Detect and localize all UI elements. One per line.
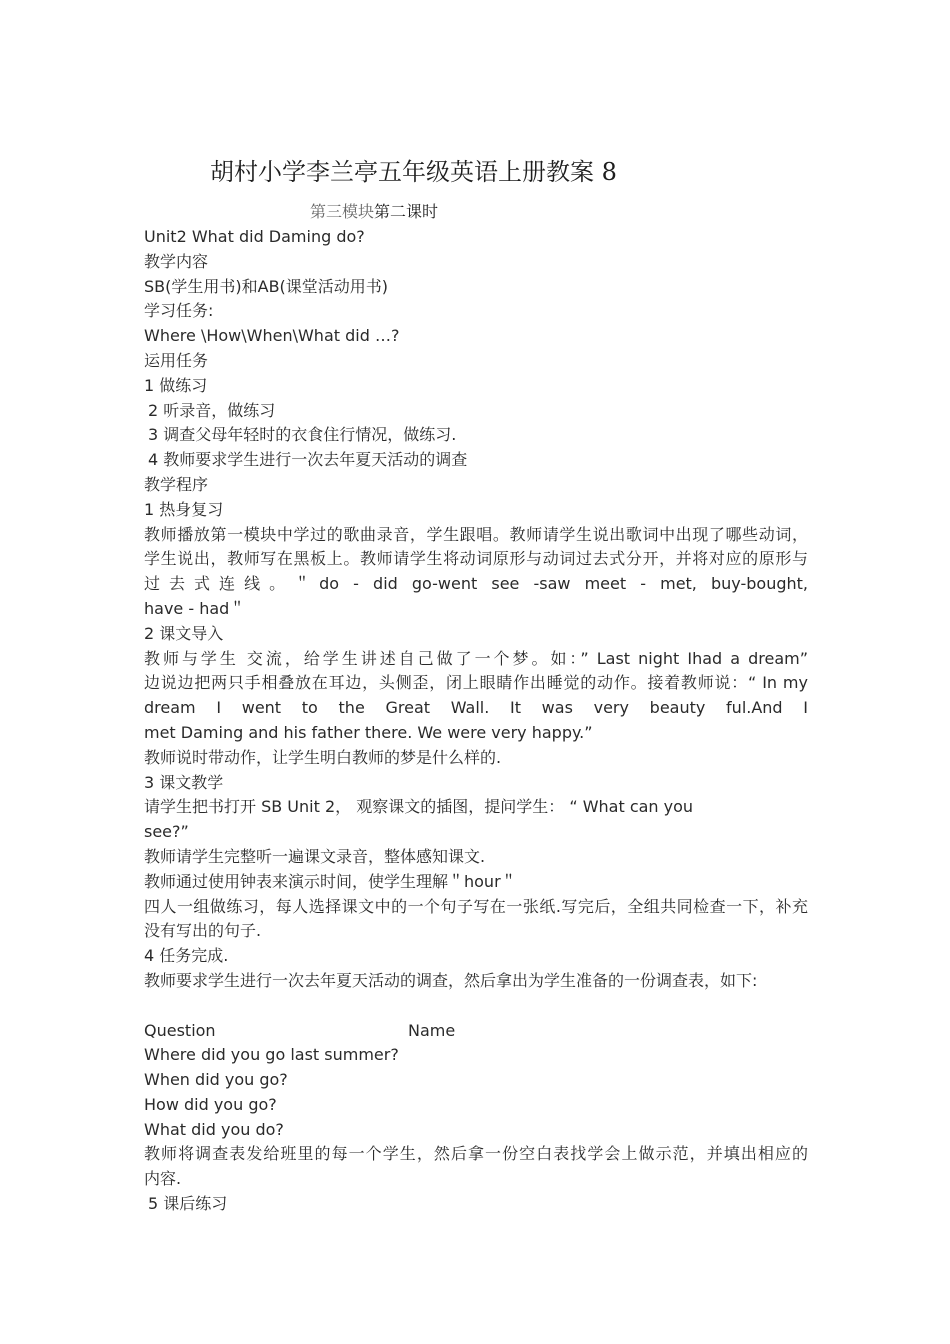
section-heading-tasks: 学习任务: bbox=[144, 301, 214, 321]
task-paragraph-line: 教师要求学生进行一次去年夏天活动的调查，然后拿出为学生准备的一份调查表，如下: bbox=[144, 970, 758, 990]
intro-paragraph-line: 边说边把两只手相叠放在耳边，头侧歪，闭上眼睛作出睡觉的动作。接着教师说：“ In my bbox=[144, 673, 808, 693]
teaching-paragraph-line: 教师通过使用钟表来演示时间，使学生理解＂hour＂ bbox=[144, 871, 517, 891]
teaching-paragraph-line: 教师请学生完整听一遍课文录音，整体感知课文. bbox=[144, 846, 486, 866]
section-heading-procedure: 教学程序 bbox=[144, 474, 209, 494]
survey-question-item: Where did you go last summer? bbox=[144, 1045, 399, 1065]
warmup-paragraph-line: 过去式连线。＂do - did go-went see -saw meet - met, buy-bought, bbox=[144, 574, 808, 594]
survey-header-row bbox=[144, 1019, 808, 1044]
section-heading-content: 教学内容 bbox=[144, 251, 209, 271]
survey-question-item: What did you do? bbox=[144, 1119, 284, 1139]
document-body bbox=[144, 225, 808, 1217]
books-line: SB(学生用书)和AB(课堂活动用书) bbox=[144, 276, 389, 296]
teaching-paragraph-line: see?” bbox=[144, 822, 189, 842]
use-task-4: 4 教师要求学生进行一次去年夏天活动的调查 bbox=[148, 450, 468, 470]
intro-paragraph-line: 教师说时带动作，让学生明白教师的梦是什么样的. bbox=[144, 747, 502, 767]
step-heading-teaching: 3 课文教学 bbox=[144, 772, 224, 792]
closing-paragraph-line: 内容. bbox=[144, 1169, 182, 1189]
step-heading-homework: 5 课后练习 bbox=[148, 1194, 228, 1214]
period-label: 第二课时 bbox=[374, 202, 439, 221]
step-heading-task: 4 任务完成. bbox=[144, 946, 229, 966]
survey-question-header: Question bbox=[144, 1020, 216, 1040]
intro-paragraph-line: dream I went to the Great Wall. It was very beauty ful.And I bbox=[144, 698, 808, 718]
intro-paragraph-line: met Daming and his father there. We were very happy.” bbox=[144, 722, 593, 742]
teaching-paragraph-line: 请学生把书打开 SB Unit 2， 观察课文的插图，提问学生： “ What can you bbox=[144, 797, 694, 817]
section-heading-use: 运用任务 bbox=[144, 350, 209, 370]
survey-name-header: Name bbox=[408, 1020, 456, 1040]
blank-line bbox=[144, 994, 808, 1019]
document-title: 胡村小学李兰亭五年级英语上册教案 8 bbox=[210, 158, 617, 186]
survey-question-item: When did you go? bbox=[144, 1070, 288, 1090]
warmup-paragraph-line: 学生说出，教师写在黑板上。教师请学生将动词原形与动词过去式分开，并将对应的原形与 bbox=[144, 549, 808, 569]
intro-paragraph-line: 教师与学生 交流，给学生讲述自己做了一个梦。如：” Last night Ihad a dream” bbox=[144, 648, 808, 668]
teaching-paragraph-line: 没有写出的句子. bbox=[144, 921, 262, 941]
use-task-1: 1 做练习 bbox=[144, 375, 208, 395]
unit-line: Unit2 What did Daming do? bbox=[144, 227, 365, 246]
warmup-paragraph-line: 教师播放第一模块中学过的歌曲录音，学生跟唱。教师请学生说出歌词中出现了哪些动词， bbox=[144, 524, 808, 544]
closing-paragraph-line: 教师将调查表发给班里的每一个学生，然后拿一份空白表找学会上做示范，并填出相应的 bbox=[144, 1144, 808, 1164]
survey-question-item: How did you go? bbox=[144, 1094, 277, 1114]
use-task-3: 3 调查父母年轻时的衣食住行情况，做练习. bbox=[148, 425, 457, 445]
use-task-2: 2 听录音，做练习 bbox=[148, 400, 276, 420]
warmup-paragraph-line: have - had＂ bbox=[144, 598, 246, 618]
lesson-subtitle bbox=[310, 200, 438, 224]
module-label: 第三模块 bbox=[310, 202, 375, 221]
teaching-paragraph-line: 四人一组做练习，每人选择课文中的一个句子写在一张纸.写完后，全组共同检查一下，补充 bbox=[144, 896, 808, 916]
step-heading-intro: 2 课文导入 bbox=[144, 623, 224, 643]
step-heading-warmup: 1 热身复习 bbox=[144, 499, 224, 519]
tasks-question-line: Where \How\When\What did …? bbox=[144, 326, 400, 346]
